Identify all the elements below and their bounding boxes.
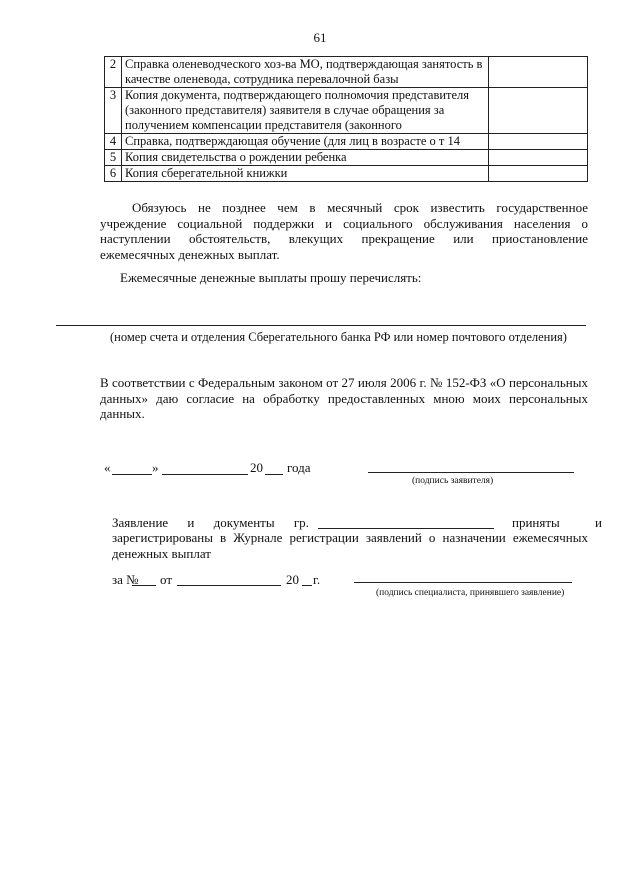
date-month-field[interactable]: [162, 474, 248, 475]
registration-year-field[interactable]: [302, 585, 312, 586]
registration-name-field[interactable]: [318, 528, 494, 529]
table-row: [105, 134, 588, 150]
date-open-quote: «: [104, 460, 111, 475]
date-year-field[interactable]: [265, 474, 283, 475]
document-description: Копия документа, подтверждающего полномочия представителя (законного представителя) заявителя в случае обращения за получением компенсации представителя (законного: [122, 88, 489, 134]
table-row: [105, 57, 588, 88]
mark-cell[interactable]: [489, 150, 588, 166]
date-day-field[interactable]: [112, 474, 152, 475]
registration-year-prefix: 20: [286, 572, 299, 587]
row-number: 5: [105, 150, 122, 166]
specialist-signature-line[interactable]: [354, 582, 572, 583]
row-number: 4: [105, 134, 122, 150]
row-number: 2: [105, 57, 122, 88]
obligation-paragraph: Обязуюсь не позднее чем в месячный срок известить государственное учреждение социальной поддержки и социального обслуживания населения о наступлении обстоятельств, влекущих прекращение или приостановление ежемесячных денежных выплат.: [100, 200, 588, 262]
documents-table: [104, 56, 588, 182]
registration-year-suffix: г.: [313, 572, 321, 587]
registration-prefix: Заявление и документы гр.: [112, 515, 309, 530]
consent-paragraph: В соответствии с Федеральным законом от 27 июля 2006 г. № 152-ФЗ «О персональных данных» даю согласие на обработку предоставленных мною моих персональных данных.: [100, 375, 588, 421]
page-number: 61: [313, 30, 327, 45]
row-number: 6: [105, 166, 122, 182]
payment-request-label: Ежемесячные денежные выплаты прошу перечислять:: [120, 270, 422, 285]
specialist-signature-caption: (подпись специалиста, принявшего заявление): [376, 588, 565, 598]
date-year-prefix: 20: [250, 460, 263, 475]
account-caption: (номер счета и отделения Сберегательного банка РФ или номер почтового отделения): [110, 330, 567, 344]
date-close-quote: »: [152, 460, 159, 475]
applicant-signature-line[interactable]: [368, 472, 574, 473]
registration-accepted: приняты и: [512, 515, 602, 530]
document-description: Справка оленеводческого хоз-ва МО, подтверждающая занятость в качестве оленевода, сотрудника перевалочной базы: [122, 57, 489, 88]
registration-text: зарегистрированы в Журнале регистрации заявлений о назначении ежемесячных денежных выплат: [112, 530, 588, 561]
registration-number-label: за №: [112, 572, 139, 587]
mark-cell[interactable]: [489, 57, 588, 88]
table-row: [105, 166, 588, 182]
mark-cell[interactable]: [489, 166, 588, 182]
date-year-suffix: года: [287, 460, 311, 475]
registration-date-field[interactable]: [177, 585, 281, 586]
row-number: 3: [105, 88, 122, 134]
document-description: Копия свидетельства о рождении ребенка: [122, 150, 489, 166]
table-row: [105, 88, 588, 134]
table-row: [105, 150, 588, 166]
registration-number-field[interactable]: [132, 585, 156, 586]
applicant-signature-caption: (подпись заявителя): [412, 476, 494, 486]
mark-cell[interactable]: [489, 88, 588, 134]
document-description: Копия сберегательной книжки: [122, 166, 489, 182]
account-number-line: [56, 325, 586, 326]
mark-cell[interactable]: [489, 134, 588, 150]
document-description: Справка, подтверждающая обучение (для лиц в возрасте о т 14: [122, 134, 489, 150]
registration-from-label: от: [160, 572, 173, 587]
